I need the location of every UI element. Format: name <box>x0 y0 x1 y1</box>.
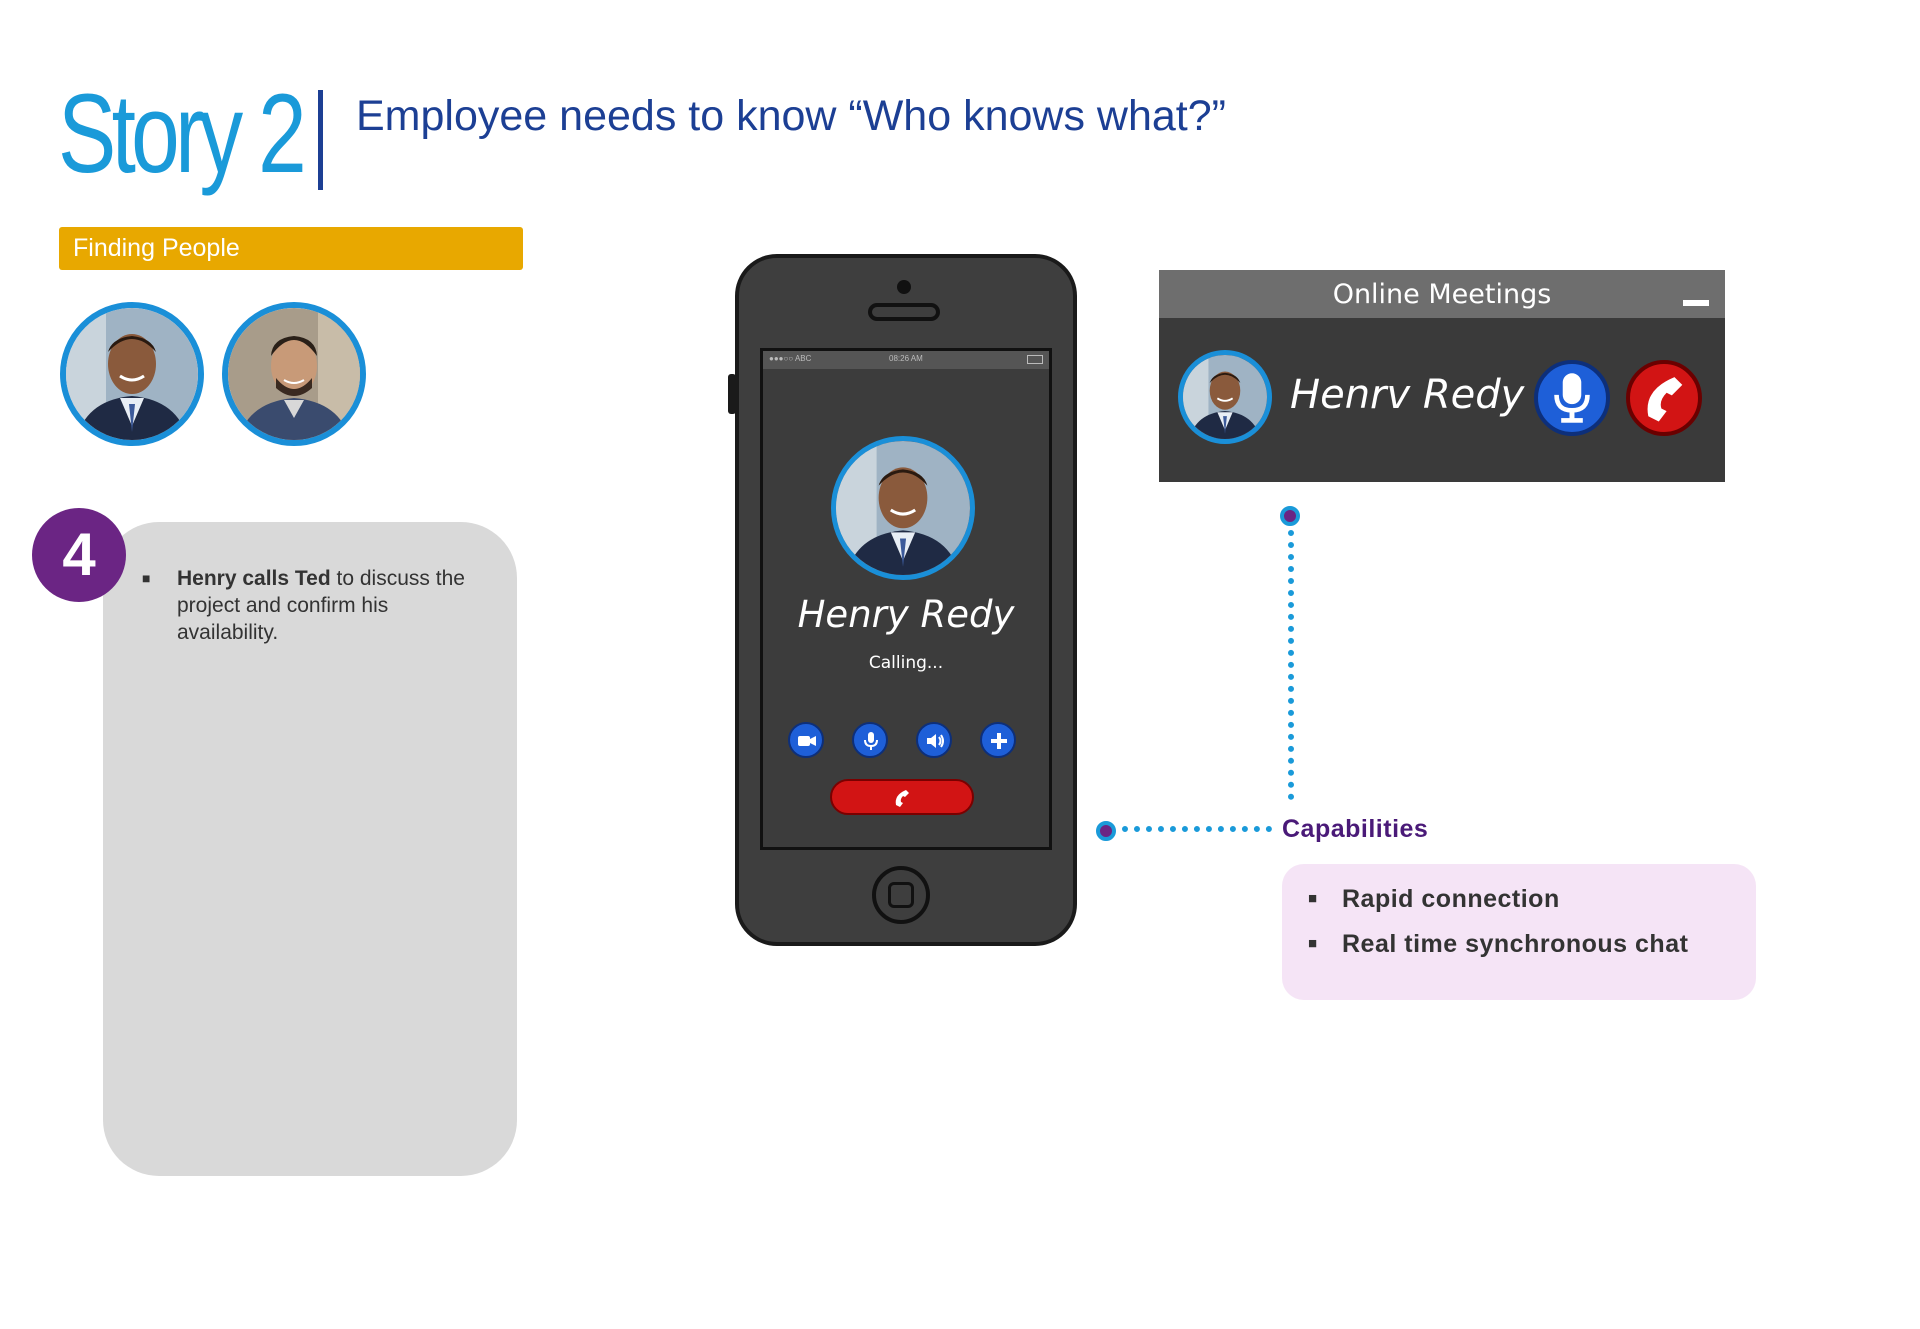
list-item: ■ Rapid connection <box>1308 882 1688 927</box>
add-call-button[interactable] <box>980 722 1016 758</box>
step-text-rest: to discuss the project and confirm his availability. <box>177 567 465 644</box>
mute-button[interactable] <box>852 722 888 758</box>
end-call-button[interactable] <box>830 779 974 815</box>
meeting-mic-button[interactable] <box>1534 360 1610 436</box>
phone-hangup-icon <box>1630 364 1698 432</box>
phone-hangup-icon <box>890 785 916 811</box>
meeting-end-call-button[interactable] <box>1626 360 1702 436</box>
bullet-icon: ■ <box>1308 935 1318 952</box>
phone-camera-icon <box>897 280 911 294</box>
participant-name: Henrv Redy <box>1290 372 1525 418</box>
speaker-icon <box>924 730 946 752</box>
step-description <box>142 565 472 646</box>
capabilities-list <box>1308 882 1688 972</box>
video-button[interactable] <box>788 722 824 758</box>
bullet-icon: ■ <box>142 570 151 586</box>
status-bar <box>763 351 1049 369</box>
step-text-bold: Henry calls Ted <box>177 567 331 590</box>
plus-icon <box>988 730 1010 752</box>
status-time: 08:26 AM <box>889 354 923 363</box>
avatar-henry <box>60 302 204 446</box>
home-button-square-icon <box>888 882 914 908</box>
capabilities-label: Capabilities <box>1282 815 1429 843</box>
step-number-badge: 4 <box>32 508 126 602</box>
battery-icon <box>1027 355 1043 364</box>
carrier-signal: ●●●○○ ABC <box>769 354 812 363</box>
page-subtitle: Employee needs to know “Who knows what?” <box>356 92 1226 140</box>
caller-name: Henry Redy <box>797 593 1015 636</box>
speaker-button[interactable] <box>916 722 952 758</box>
microphone-icon <box>860 730 882 752</box>
connector-line-horizontal <box>1122 826 1272 832</box>
phone-speaker-icon <box>868 303 940 321</box>
widget-title: Online Meetings <box>1332 279 1552 310</box>
connector-line-vertical <box>1288 530 1294 800</box>
story-title: Story 2 <box>58 71 302 196</box>
section-banner: Finding People <box>59 227 523 270</box>
minimize-icon[interactable] <box>1683 300 1709 306</box>
list-item: ■ Real time synchronous chat <box>1308 927 1688 972</box>
connector-dot <box>1096 821 1116 841</box>
call-status: Calling... <box>868 653 944 673</box>
caller-avatar <box>831 436 975 580</box>
connector-dot <box>1280 506 1300 526</box>
avatar-ted <box>222 302 366 446</box>
title-divider <box>318 90 323 190</box>
microphone-icon <box>1538 364 1606 432</box>
bullet-icon: ■ <box>1308 890 1318 907</box>
participant-avatar <box>1178 350 1272 444</box>
video-camera-icon <box>796 730 818 752</box>
